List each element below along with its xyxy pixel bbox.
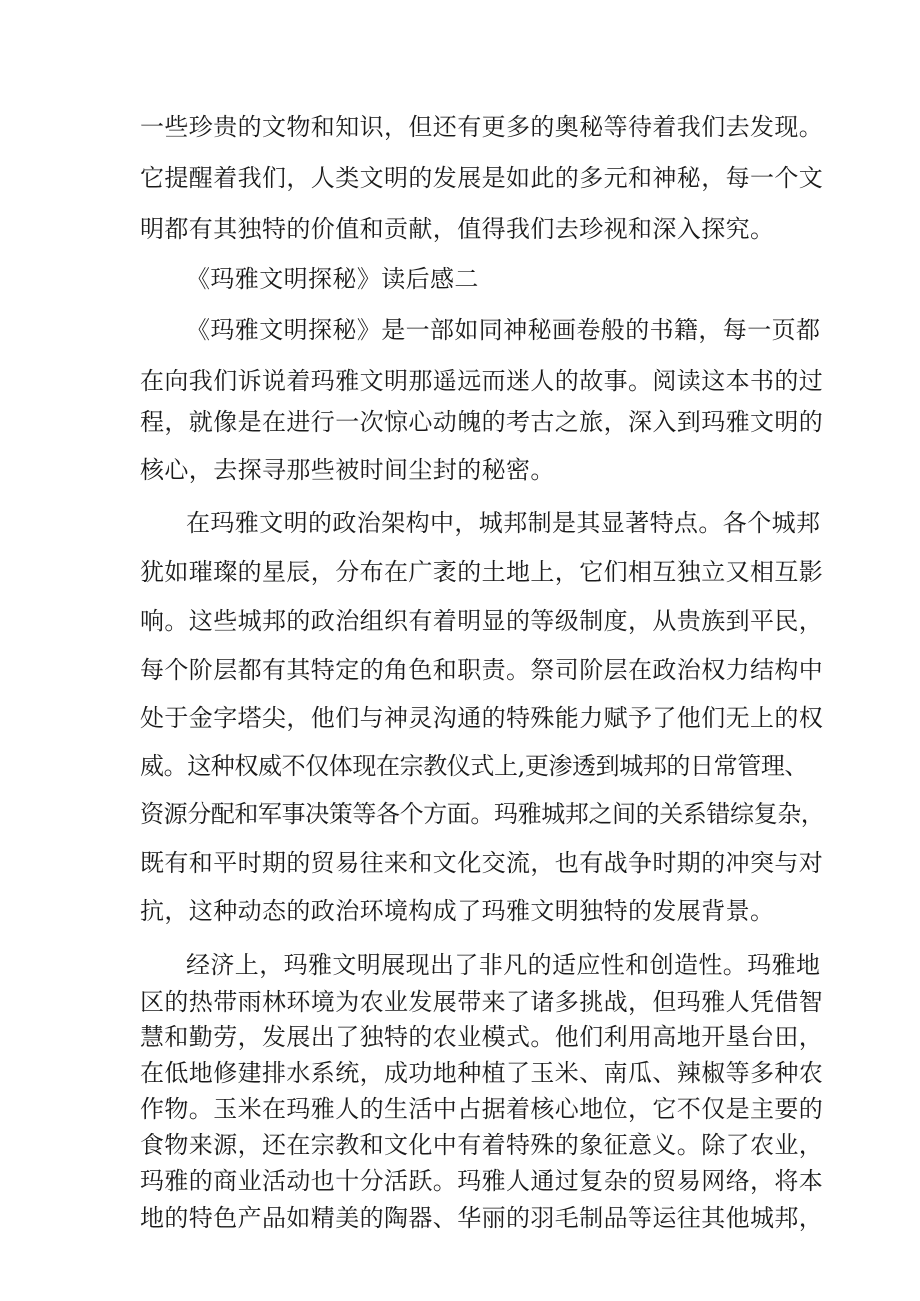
text-line: 《玛雅文明探秘》是一部如同神秘画卷般的书籍，每一页都	[186, 316, 821, 344]
text-line: 在玛雅文明的政治架构中，城邦制是其显著特点。各个城邦	[186, 509, 821, 537]
text-line: 每个阶层都有其特定的角色和职责。祭司阶层在政治权力结构中	[140, 656, 824, 684]
text-line: 一些珍贵的文物和知识，但还有更多的奥秘等待着我们去发现。	[140, 113, 824, 141]
text-line: 作物。玉米在玛雅人的生活中占据着核心地位，它不仅是主要的	[140, 1095, 824, 1123]
text-line: 响。这些城邦的政治组织有着明显的等级制度，从贵族到平民，	[140, 607, 824, 635]
text-line: 明都有其独特的价值和贡献，值得我们去珍视和深入探究。	[140, 215, 775, 243]
text-line: 抗，这种动态的政治环境构成了玛雅文明独特的发展背景。	[140, 897, 775, 925]
text-line: 食物来源，还在宗教和文化中有着特殊的象征意义。除了农业，	[140, 1131, 824, 1159]
section-heading: 《玛雅文明探秘》读后感二	[186, 265, 479, 293]
text-line: 核心，去探寻那些被时间尘封的秘密。	[140, 456, 555, 484]
text-line: 地的特色产品如精美的陶器、华丽的羽毛制品等运往其他城邦，	[140, 1204, 824, 1232]
text-line: 经济上，玛雅文明展现出了非凡的适应性和创造性。玛雅地	[186, 951, 821, 979]
text-line: 程，就像是在进行一次惊心动魄的考古之旅，深入到玛雅文明的	[140, 408, 824, 436]
text-line: 慧和勤劳，发展出了独特的农业模式。他们利用高地开垦台田，	[140, 1023, 824, 1051]
text-line: 资源分配和军事决策等各个方面。玛雅城邦之间的关系错综复杂，	[140, 800, 825, 828]
text-line: 既有和平时期的贸易往来和文化交流，也有战争时期的冲突与对	[140, 849, 824, 877]
text-line: 它提醒着我们，人类文明的发展是如此的多元和神秘，每一个文	[140, 164, 824, 192]
text-line: 在低地修建排水系统，成功地种植了玉米、南瓜、辣椒等多种农	[140, 1059, 824, 1087]
text-line: 威。这种权威不仅体现在宗教仪式上,更渗透到城邦的日常管理、	[140, 752, 809, 780]
text-line: 犹如璀璨的星辰，分布在广袤的土地上，它们相互独立又相互影	[140, 558, 824, 586]
text-line: 处于金字塔尖，他们与神灵沟通的特殊能力赋予了他们无上的权	[140, 704, 824, 732]
text-line: 玛雅的商业活动也十分活跃。玛雅人通过复杂的贸易网络，将本	[140, 1167, 824, 1195]
text-line: 在向我们诉说着玛雅文明那遥远而迷人的故事。阅读这本书的过	[140, 367, 824, 395]
text-line: 区的热带雨林环境为农业发展带来了诸多挑战，但玛雅人凭借智	[140, 988, 824, 1016]
